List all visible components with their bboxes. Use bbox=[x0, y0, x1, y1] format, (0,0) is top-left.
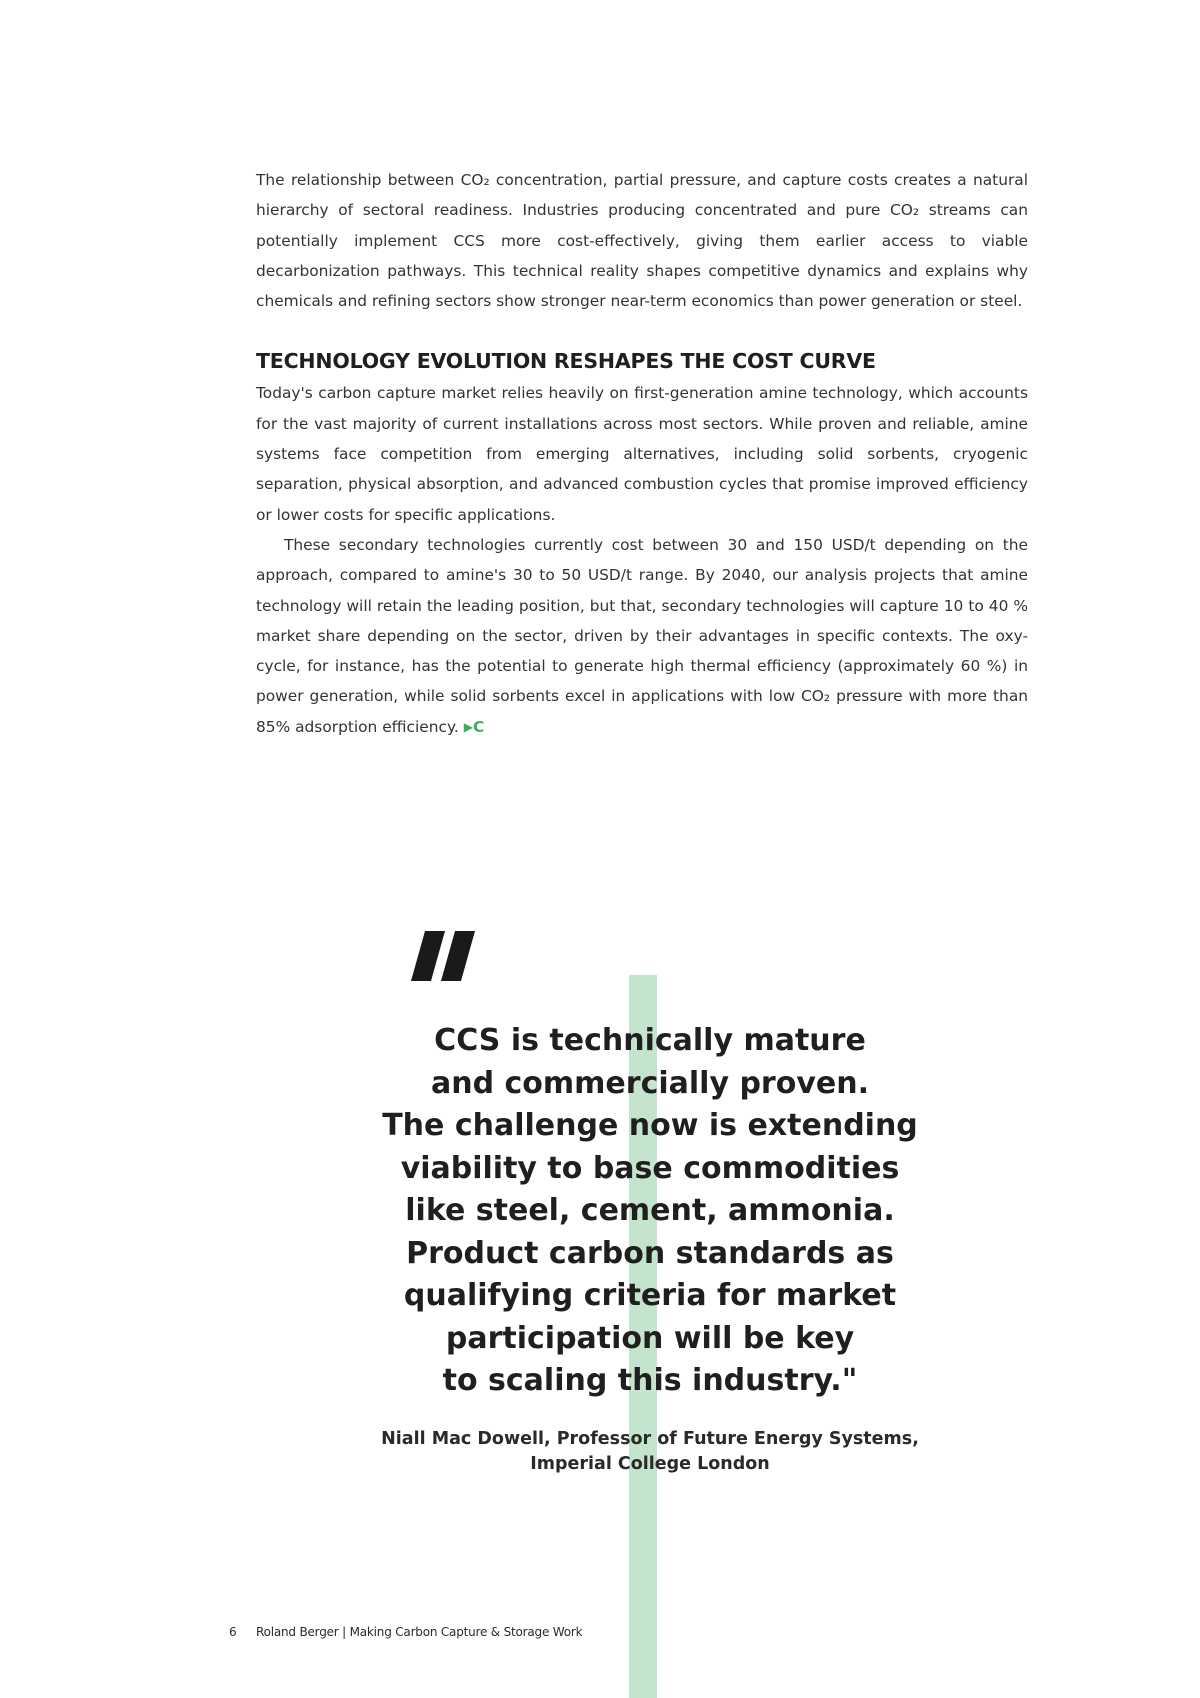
pull-quote-text-wrapper bbox=[340, 935, 960, 1403]
paragraph-co2-hierarchy: The relationship between CO₂ concentration, partial pressure, and capture costs creates a natural hierarchy of sectoral readiness. Industries producing concentrated and pure CO₂ streams can potentially implement CCS more cost-effectively, giving them earlier access to viable decarbonization pathways. This technical reality shapes competitive dynamics and explains why chemicals and refining sectors show stronger near-term economics than power generation or steel. bbox=[256, 171, 1028, 311]
section-heading: TECHNOLOGY EVOLUTION RESHAPES THE COST CURVE bbox=[256, 349, 876, 374]
page-footer bbox=[229, 1624, 582, 1640]
play-triangle-icon: ▶ bbox=[463, 719, 473, 734]
publication-title: Roland Berger | Making Carbon Capture & Storage Work bbox=[256, 1625, 583, 1639]
paragraph-secondary-technologies bbox=[256, 530, 1028, 742]
quote-attribution: Niall Mac Dowell, Professor of Future Energy Systems, Imperial College London bbox=[381, 1428, 919, 1474]
paragraph-amine-technology: Today's carbon capture market relies heavily on first-generation amine technology, which accounts for the vast majority of current installations across most sectors. While proven and reliable, amine systems face competition from emerging alternatives, including solid sorbents, cryogenic separation, physical absorption, and advanced combustion cycles that promise improved efficiency or lower costs for specific applications. bbox=[256, 384, 1028, 524]
double-quote-icon bbox=[411, 931, 481, 981]
pull-quote-text: CCS is technically mature and commercially proven. The challenge now is extending viability to base commodities like steel, cement, ammonia. Product carbon standards as qualifying criteria for market participation will be key to scaling this industry." bbox=[382, 1023, 918, 1398]
page-number: 6 bbox=[229, 1625, 237, 1639]
figure-reference-marker[interactable] bbox=[464, 718, 485, 736]
main-article-text bbox=[256, 165, 1028, 742]
pull-quote bbox=[340, 935, 960, 1477]
paragraph-secondary-technologies-text: These secondary technologies currently cost between 30 and 150 USD/t depending on the approach, compared to amine's 30 to 50 USD/t range. By 2040, our analysis projects that amine technology will retain the leading position, but that, secondary technologies will capture 10 to 40 % market share depending on the sector, driven by their advantages in specific contexts. The oxy-cycle, for instance, has the potential to generate high thermal efficiency (approximately 60 %) in power generation, while solid sorbents excel in applications with low CO₂ pressure with more than 85% adsorption efficiency. bbox=[256, 535, 1028, 736]
figure-reference-letter: C bbox=[472, 717, 485, 736]
